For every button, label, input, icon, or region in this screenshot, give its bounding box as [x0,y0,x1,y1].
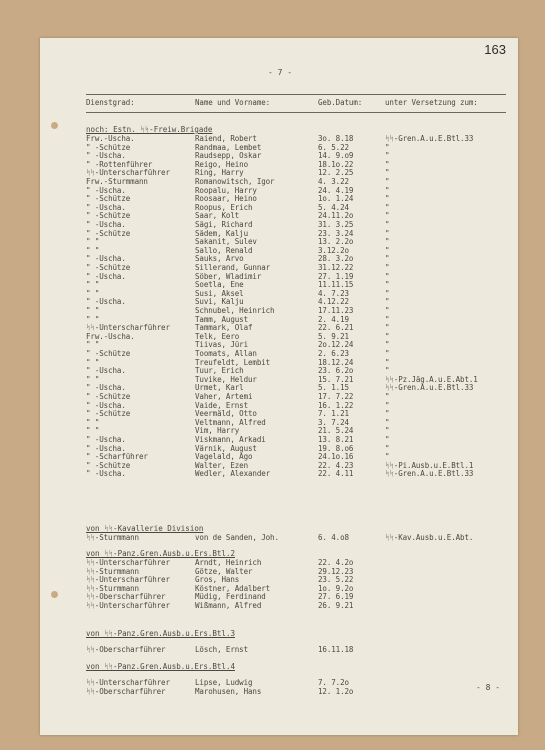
cell-unit: " [385,426,390,436]
cell-date: 2. 4.19 [318,314,349,324]
cell-unit: " [385,159,390,169]
cell-name: Arndt, Heinrich [195,558,262,567]
cell-date: 5. 9.21 [318,331,349,341]
cell-rank: " -Schütze [86,142,131,152]
cell-rank: " " [86,237,100,247]
cell-rank: " -Uscha. [86,297,126,307]
cell-name: Suvi, Kalju [195,297,244,307]
cell-rank: " -Schütze [86,392,131,401]
cell-date: 24.11.2o [318,211,354,221]
cell-rank: ᛋᛋ-Sturmmann [86,566,139,576]
cell-date: 12. 2.25 [318,168,354,178]
cell-rank: Frw.-Sturmmann [86,177,148,186]
header-rule-top [86,94,506,95]
cell-date: 16. 1.22 [318,400,354,410]
cell-date: 2. 6.23 [318,349,349,358]
cell-rank: " " [86,280,100,290]
punch-hole [51,122,58,129]
cell-date: 3o. 8.18 [318,134,354,143]
cell-unit: " [385,452,390,462]
cell-name: Reigo, Heino [195,159,248,169]
cell-date: 22. 4.11 [318,469,354,479]
next-page-mark: - 8 - [476,683,501,692]
cell-name: Viskmann, Arkadi [195,435,266,444]
cell-unit: " [385,357,390,367]
cell-unit: " [385,297,390,307]
cell-unit: " [385,168,390,178]
page-number: - 7 - [268,68,293,77]
cell-rank: " " [86,417,100,427]
folio-number: 163 [484,42,506,57]
cell-name: Treufeldt, Lembit [195,357,271,367]
cell-unit: " [385,151,390,161]
cell-rank: " " [86,357,100,367]
cell-rank: " -Schütze [86,409,131,419]
section-heading: von ᛋᛋ-Panz.Gren.Ausb.u.Ers.Btl.2 [86,549,235,558]
cell-rank: " -Schütze [86,211,131,221]
cell-name: von de Sanden, Joh. [195,533,279,542]
cell-date: 5. 1.15 [318,383,349,393]
section-heading: von ᛋᛋ-Panz.Gren.Ausb.u.Ers.Btl.3 [86,629,235,638]
cell-unit: " [385,263,390,272]
cell-rank: ᛋᛋ-Unterscharführer [86,558,170,567]
cell-name: Roosaar, Heino [195,194,257,204]
cell-unit: " [385,349,390,358]
cell-date: 7. 1.21 [318,409,349,419]
cell-rank: ᛋᛋ-Oberscharführer [86,592,166,602]
cell-name: Sägi, Richard [195,220,253,229]
cell-name: Söber, Wladimir [195,271,262,281]
cell-date: 13. 2.2o [318,237,354,247]
cell-date: 29.12.23 [318,566,354,576]
cell-unit: ᛋᛋ-Pz.Jäg.A.u.E.Abt.1 [385,374,478,384]
cell-name: Tuur, Erich [195,366,244,376]
cell-date: 5. 4.24 [318,202,349,212]
cell-unit: ᛋᛋ-Kav.Ausb.u.E.Abt. [385,533,474,542]
cell-date: 14. 9.o9 [318,151,354,161]
cell-name: Raiend, Robert [195,134,257,143]
cell-rank: " " [86,288,100,298]
cell-unit: " [385,177,390,186]
cell-rank: " -Uscha. [86,400,126,410]
cell-name: Marohusen, Hans [195,686,262,696]
cell-unit: ᛋᛋ-Pi.Ausb.u.E.Btl.1 [385,460,474,470]
cell-name: Wedler, Alexander [195,469,271,479]
cell-date: 4. 7.23 [318,288,349,298]
cell-rank: " -Uscha. [86,383,126,393]
cell-rank: " -Uscha. [86,271,126,281]
cell-rank: " -Uscha. [86,469,126,479]
cell-date: 4. 3.22 [318,177,349,186]
cell-name: Randmaa, Lembet [195,142,262,152]
cell-unit: " [385,314,390,324]
cell-name: Värnik, August [195,443,257,453]
cell-date: 24. 4.19 [318,185,354,195]
cell-name: Urmet, Karl [195,383,244,393]
cell-unit: " [385,340,390,350]
cell-rank: " -Schütze [86,228,131,238]
cell-unit: " [385,409,390,419]
cell-date: 13. 8.21 [318,435,354,444]
cell-name: Tammark, Olaf [195,323,253,333]
cell-unit: " [385,237,390,247]
cell-date: 15. 7.21 [318,374,354,384]
cell-date: 11.11.15 [318,280,354,290]
cell-unit: " [385,443,390,453]
cell-date: 23. 3.24 [318,228,354,238]
cell-date: 6. 4.o8 [318,533,349,542]
cell-rank: " -Rottenführer [86,159,153,169]
cell-name: Vim, Harry [195,426,240,436]
cell-date: 17. 7.22 [318,392,354,401]
cell-unit: " [385,435,390,444]
cell-rank: " " [86,426,100,436]
cell-date: 26. 9.21 [318,601,354,610]
cell-date: 19. 8.o6 [318,443,354,453]
cell-date: 7. 7.2o [318,678,349,687]
cell-unit: " [385,142,390,152]
cell-unit: ᛋᛋ-Gren.A.u.E.Btl.33 [385,134,474,143]
cell-name: Roopalu, Harry [195,185,257,195]
cell-unit: " [385,185,390,195]
cell-name: Veltmann, Alfred [195,417,266,427]
cell-name: Vaher, Artemi [195,392,253,401]
cell-date: 3.12.2o [318,245,349,255]
cell-name: Roopus, Erich [195,202,253,212]
header-transfer: unter Versetzung zum: [385,98,478,107]
cell-unit: " [385,417,390,427]
cell-rank: " " [86,374,100,384]
cell-unit: " [385,366,390,376]
section-heading: noch: Estn. ᛋᛋ-Freiw.Brigade [86,125,213,134]
cell-date: 12. 1.2o [318,686,354,696]
cell-unit: " [385,228,390,238]
header-name: Name und Vorname: [195,98,271,107]
section-heading: von ᛋᛋ-Panz.Gren.Ausb.u.Ers.Btl.4 [86,662,235,671]
cell-date: 18.1o.22 [318,159,354,169]
cell-rank: " -Scharführer [86,452,148,462]
cell-rank: ᛋᛋ-Oberscharführer [86,686,166,696]
cell-rank: " -Schütze [86,263,131,272]
cell-name: Schnubel, Heinrich [195,306,275,315]
cell-date: 22. 4.2o [318,558,354,567]
cell-date: 23. 6.2o [318,366,354,376]
cell-date: 21. 5.24 [318,426,354,436]
header-birthdate: Geb.Datum: [318,98,363,107]
cell-name: Tiivas, Jüri [195,340,248,350]
cell-rank: " -Schütze [86,460,131,470]
cell-rank: ᛋᛋ-Sturmmann [86,533,139,542]
cell-date: 3. 7.24 [318,417,349,427]
cell-name: Sillerand, Gunnar [195,263,271,272]
cell-rank: " -Uscha. [86,151,126,161]
cell-unit: " [385,400,390,410]
cell-rank: ᛋᛋ-Sturmmann [86,583,139,593]
header-rank: Dienstgrad: [86,98,135,107]
cell-date: 22. 4.23 [318,460,354,470]
cell-rank: " -Uscha. [86,202,126,212]
cell-date: 18.12.24 [318,357,354,367]
cell-unit: " [385,331,390,341]
cell-rank: " " [86,340,100,350]
cell-rank: " -Uscha. [86,366,126,376]
cell-name: Gros, Hans [195,575,240,585]
cell-rank: " -Uscha. [86,435,126,444]
cell-date: 27. 1.19 [318,271,354,281]
cell-rank: ᛋᛋ-Oberscharführer [86,645,166,654]
cell-name: Walter, Ezen [195,460,248,470]
cell-name: Tuvike, Heldur [195,374,257,384]
cell-rank: Frw.-Uscha. [86,331,135,341]
header-rule-bottom [86,112,506,113]
cell-date: 1o. 9.2o [318,583,354,593]
cell-rank: " -Uscha. [86,220,126,229]
cell-name: Tamm, August [195,314,248,324]
cell-name: Veermäld, Otto [195,409,257,419]
cell-date: 2o.12.24 [318,340,354,350]
cell-rank: ᛋᛋ-Unterscharführer [86,678,170,687]
cell-name: Lipse, Ludwig [195,678,253,687]
cell-rank: " " [86,314,100,324]
cell-unit: " [385,271,390,281]
cell-unit: " [385,280,390,290]
cell-name: Romanowitsch, Igor [195,177,275,186]
cell-name: Vagelald, Ago [195,452,253,462]
cell-name: Telk, Eero [195,331,240,341]
cell-rank: " -Schütze [86,349,131,358]
cell-date: 23. 5.22 [318,575,354,585]
cell-date: 31. 3.25 [318,220,354,229]
cell-date: 28. 3.2o [318,254,354,264]
cell-name: Vaide, Ernst [195,400,248,410]
cell-rank: Frw.-Uscha. [86,134,135,143]
cell-rank: " " [86,306,100,315]
cell-rank: ᛋᛋ-Unterscharführer [86,575,170,585]
cell-date: 1o. 1.24 [318,194,354,204]
cell-date: 27. 6.19 [318,592,354,602]
cell-name: Sakanit, Sulev [195,237,257,247]
cell-unit: " [385,194,390,204]
cell-unit: " [385,288,390,298]
cell-rank: " -Uscha. [86,185,126,195]
cell-unit: " [385,323,390,333]
cell-name: Saar, Kolt [195,211,240,221]
cell-rank: " " [86,245,100,255]
cell-name: Götze, Walter [195,566,253,576]
cell-name: Raudsepp, Oskar [195,151,262,161]
cell-unit: " [385,220,390,229]
cell-name: Köstner, Adalbert [195,583,271,593]
cell-date: 24.1o.16 [318,452,354,462]
section-heading: von ᛋᛋ-Kavallerie Division [86,524,204,533]
cell-date: 4.12.22 [318,297,349,307]
cell-unit: " [385,392,390,401]
cell-unit: ᛋᛋ-Gren.A.u.E.Btl.33 [385,469,474,479]
document-page [40,38,518,735]
cell-name: Lösch, Ernst [195,645,248,654]
cell-unit: " [385,254,390,264]
cell-date: 17.11.23 [318,306,354,315]
cell-unit: " [385,245,390,255]
cell-name: Soetla, Ene [195,280,244,290]
cell-unit: ᛋᛋ-Gren.A.u.E.Btl.33 [385,383,474,393]
cell-date: 6. 5.22 [318,142,349,152]
cell-rank: ᛋᛋ-Unterscharführer [86,168,170,178]
cell-unit: " [385,202,390,212]
cell-rank: ᛋᛋ-Unterscharführer [86,323,170,333]
cell-rank: " -Uscha. [86,254,126,264]
cell-name: Sallo, Renald [195,245,253,255]
cell-unit: " [385,211,390,221]
cell-name: Toomats, Allan [195,349,257,358]
cell-unit: " [385,306,390,315]
cell-rank: " -Uscha. [86,443,126,453]
cell-rank: ᛋᛋ-Unterscharführer [86,601,170,610]
cell-date: 16.11.18 [318,645,354,654]
cell-date: 22. 6.21 [318,323,354,333]
cell-name: Sauks, Arvo [195,254,244,264]
cell-name: Susi, Aksel [195,288,244,298]
cell-date: 31.12.22 [318,263,354,272]
cell-name: Ring, Harry [195,168,244,178]
cell-rank: " -Schütze [86,194,131,204]
punch-hole [51,591,58,598]
cell-name: Sädem, Kalju [195,228,248,238]
cell-name: Müdig, Ferdinand [195,592,266,602]
cell-name: Wißmann, Alfred [195,601,262,610]
